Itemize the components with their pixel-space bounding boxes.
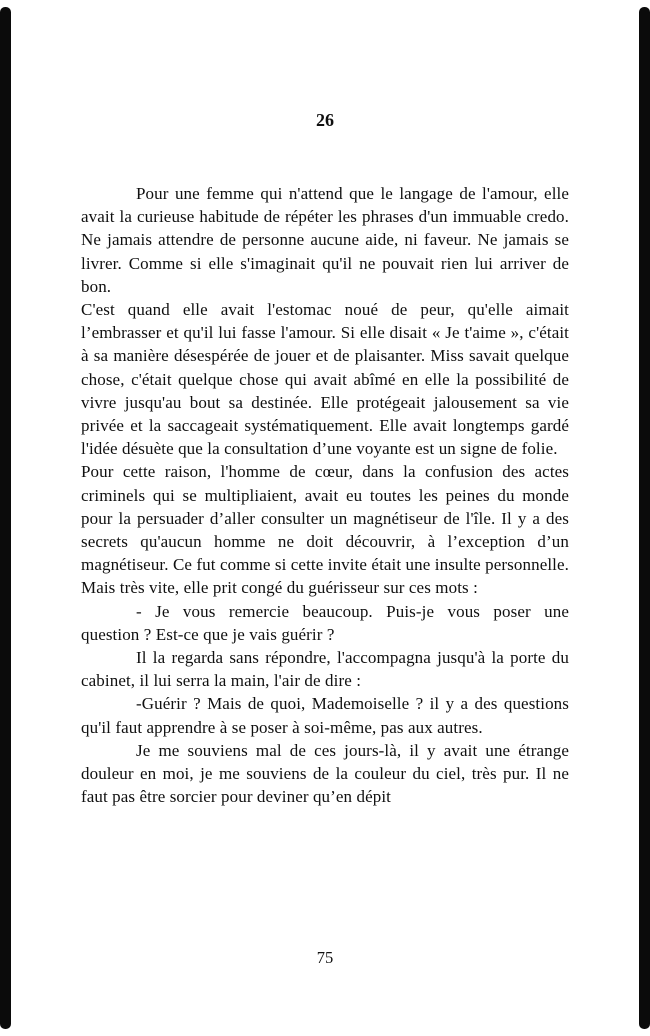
paragraph: Je me souviens mal de ces jours-là, il y avait une étrange douleur en moi, je me souviens de la couleur du ciel, très pur. Il ne faut pas être sorcier pour deviner qu’en dépit [81,740,569,807]
paragraph: - Je vous remercie beaucoup. Puis-je vous poser une question ? Est-ce que je vais guérir ? [81,601,569,644]
paragraph: Pour une femme qui n'attend que le langage de l'amour, elle avait la curieuse habitude de répéter les phrases d'un immuable credo. Ne jamais attendre de personne aucune aide, ni faveur. Ne jamais se livrer. Comme si elle s'imaginait qu'il ne pouvait rien lui arriver de bon. [81,184,569,296]
scan-edge-left [0,7,11,1029]
paragraph: Il la regarda sans répondre, l'accompagna jusqu'à la porte du cabinet, il lui serra la main, l'air de dire : [81,648,569,691]
page-number: 75 [316,948,334,967]
chapter-number: 26 [316,110,334,130]
paragraph: C'est quand elle avait l'estomac noué de peur, qu'elle aimait l’embrasser et qu'il lui fasse l'amour. Si elle disait « Je t'aime », c'était à sa manière désespérée de jouer et de plaisanter. Miss savait quelque chose, c'était quelque chose qui avait abîmé en elle la possibilité de vivre jusqu'au bout sa destinée. Elle protégeait jalousement sa vie privée et la saccageait systématiquement. Elle avait longtemps gardé l'idée désuète que la consultation d’une voyante est un signe de folie. [81,300,569,459]
scan-edge-right [639,7,650,1029]
paragraph: Pour cette raison, l'homme de cœur, dans la confusion des actes criminels qui se multipliaient, avait eu toutes les peines du monde pour la persuader d’aller consulter un magnétiseur de l'île. Il y a des secrets qu'aucun homme ne doit découvrir, à l’exception d’un magnétiseur. Ce fut comme si cette invite était une insulte personnelle. Mais très vite, elle prit congé du guérisseur sur ces mots : [81,462,569,598]
body-text-block [81,182,569,808]
paragraph: -Guérir ? Mais de quoi, Mademoiselle ? il y a des questions qu'il faut apprendre à se poser à soi-même, pas aux autres. [81,694,569,737]
